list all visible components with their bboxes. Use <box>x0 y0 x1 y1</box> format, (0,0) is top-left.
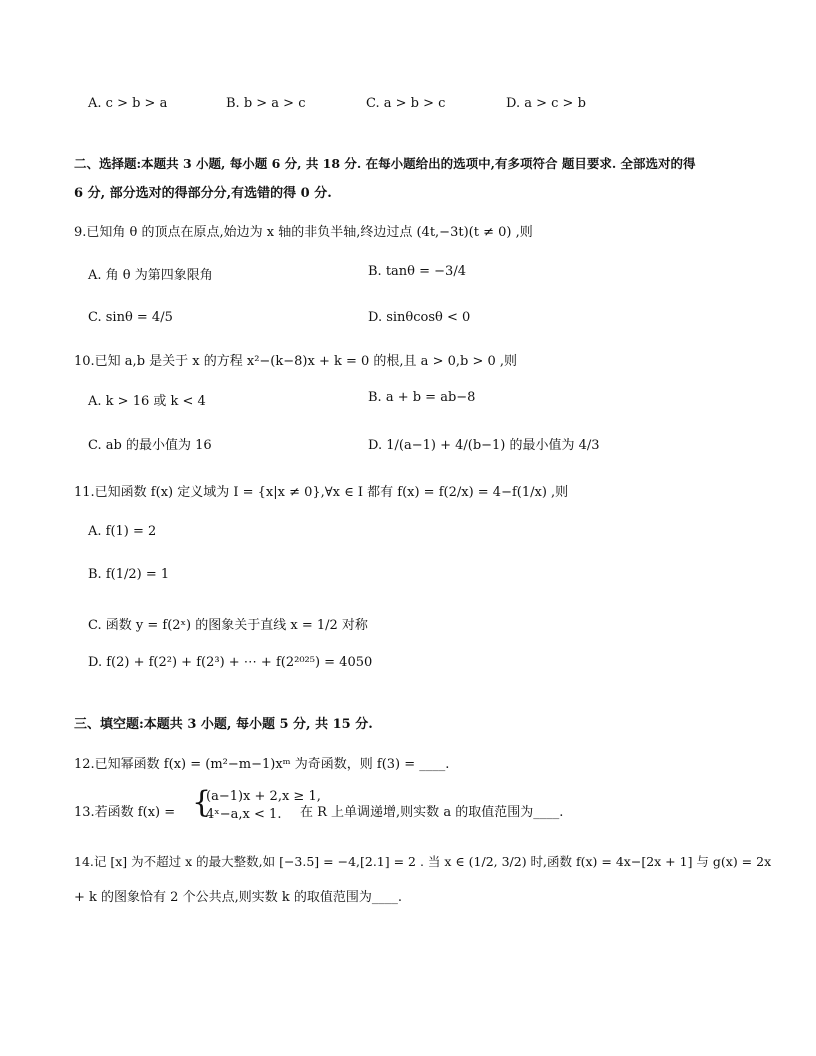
section2-heading-line2: 6 分, 部分选对的得部分分,有选错的得 0 分. <box>74 186 332 201</box>
q14-line2: + k 的图象恰有 2 个公共点,则实数 k 的取值范围为____. <box>74 890 402 905</box>
q9-option-c: C. sinθ = 4/5 <box>88 310 173 325</box>
q8-option-a: A. c > b > a <box>88 96 168 111</box>
q14-line1: 14.记 [x] 为不超过 x 的最大整数,如 [−3.5] = −4,[2.1] = 2 . 当 x ∈ (1/2, 3/2) 时,函数 f(x) = 4x−[2x + 1] 与 g(x) = 2x <box>74 854 772 869</box>
q10-option-d: D. 1/(a−1) + 4/(b−1) 的最小值为 4/3 <box>368 438 600 453</box>
q11-option-d: D. f(2) + f(2²) + f(2³) + ⋯ + f(2²⁰²⁵) = 4050 <box>88 655 373 670</box>
q12-stem: 12.已知幂函数 f(x) = (m²−m−1)xᵐ 为奇函数，则 f(3) = ____. <box>74 757 450 772</box>
q10-option-a: A. k > 16 或 k < 4 <box>88 394 206 409</box>
q13-suffix: 在 R 上单调递增,则实数 a 的取值范围为____. <box>300 805 564 820</box>
q9-option-d: D. sinθcosθ < 0 <box>368 310 471 325</box>
section2-heading-line1: 二、选择题:本题共 3 小题, 每小题 6 分, 共 18 分. 在每小题给出的选项中,有多项符合 题目要求. 全部选对的得 <box>74 156 696 171</box>
q13-case1: (a−1)x + 2,x ≥ 1, <box>206 789 321 804</box>
q10-stem: 10.已知 a,b 是关于 x 的方程 x²−(k−8)x + k = 0 的根,且 a > 0,b > 0 ,则 <box>74 354 518 369</box>
q11-option-c: C. 函数 y = f(2ˣ) 的图象关于直线 x = 1/2 对称 <box>88 618 368 633</box>
q11-stem: 11.已知函数 f(x) 定义域为 I = {x|x ≠ 0},∀x ∈ I 都有 f(x) = f(2/x) = 4−f(1/x) ,则 <box>74 485 569 500</box>
q9-stem: 9.已知角 θ 的顶点在原点,始边为 x 轴的非负半轴,终边过点 (4t,−3t)(t ≠ 0) ,则 <box>74 225 533 240</box>
q11-option-a: A. f(1) = 2 <box>88 524 157 539</box>
q8-option-b: B. b > a > c <box>226 96 306 111</box>
q10-option-b: B. a + b = ab−8 <box>368 390 476 405</box>
q13-brace: { <box>192 785 212 820</box>
q9-option-a: A. 角 θ 为第四象限角 <box>88 268 213 283</box>
q8-option-c: C. a > b > c <box>366 96 446 111</box>
q10-option-c: C. ab 的最小值为 16 <box>88 438 212 453</box>
q9-option-b: B. tanθ = −3/4 <box>368 264 466 279</box>
q11-option-b: B. f(1/2) = 1 <box>88 567 170 582</box>
q8-option-d: D. a > c > b <box>506 96 586 111</box>
q13-case2: 4ˣ−a,x < 1. <box>206 807 282 822</box>
section3-heading: 三、填空题:本题共 3 小题, 每小题 5 分, 共 15 分. <box>74 717 373 732</box>
q13-prefix: 13.若函数 f(x) = <box>74 805 176 820</box>
